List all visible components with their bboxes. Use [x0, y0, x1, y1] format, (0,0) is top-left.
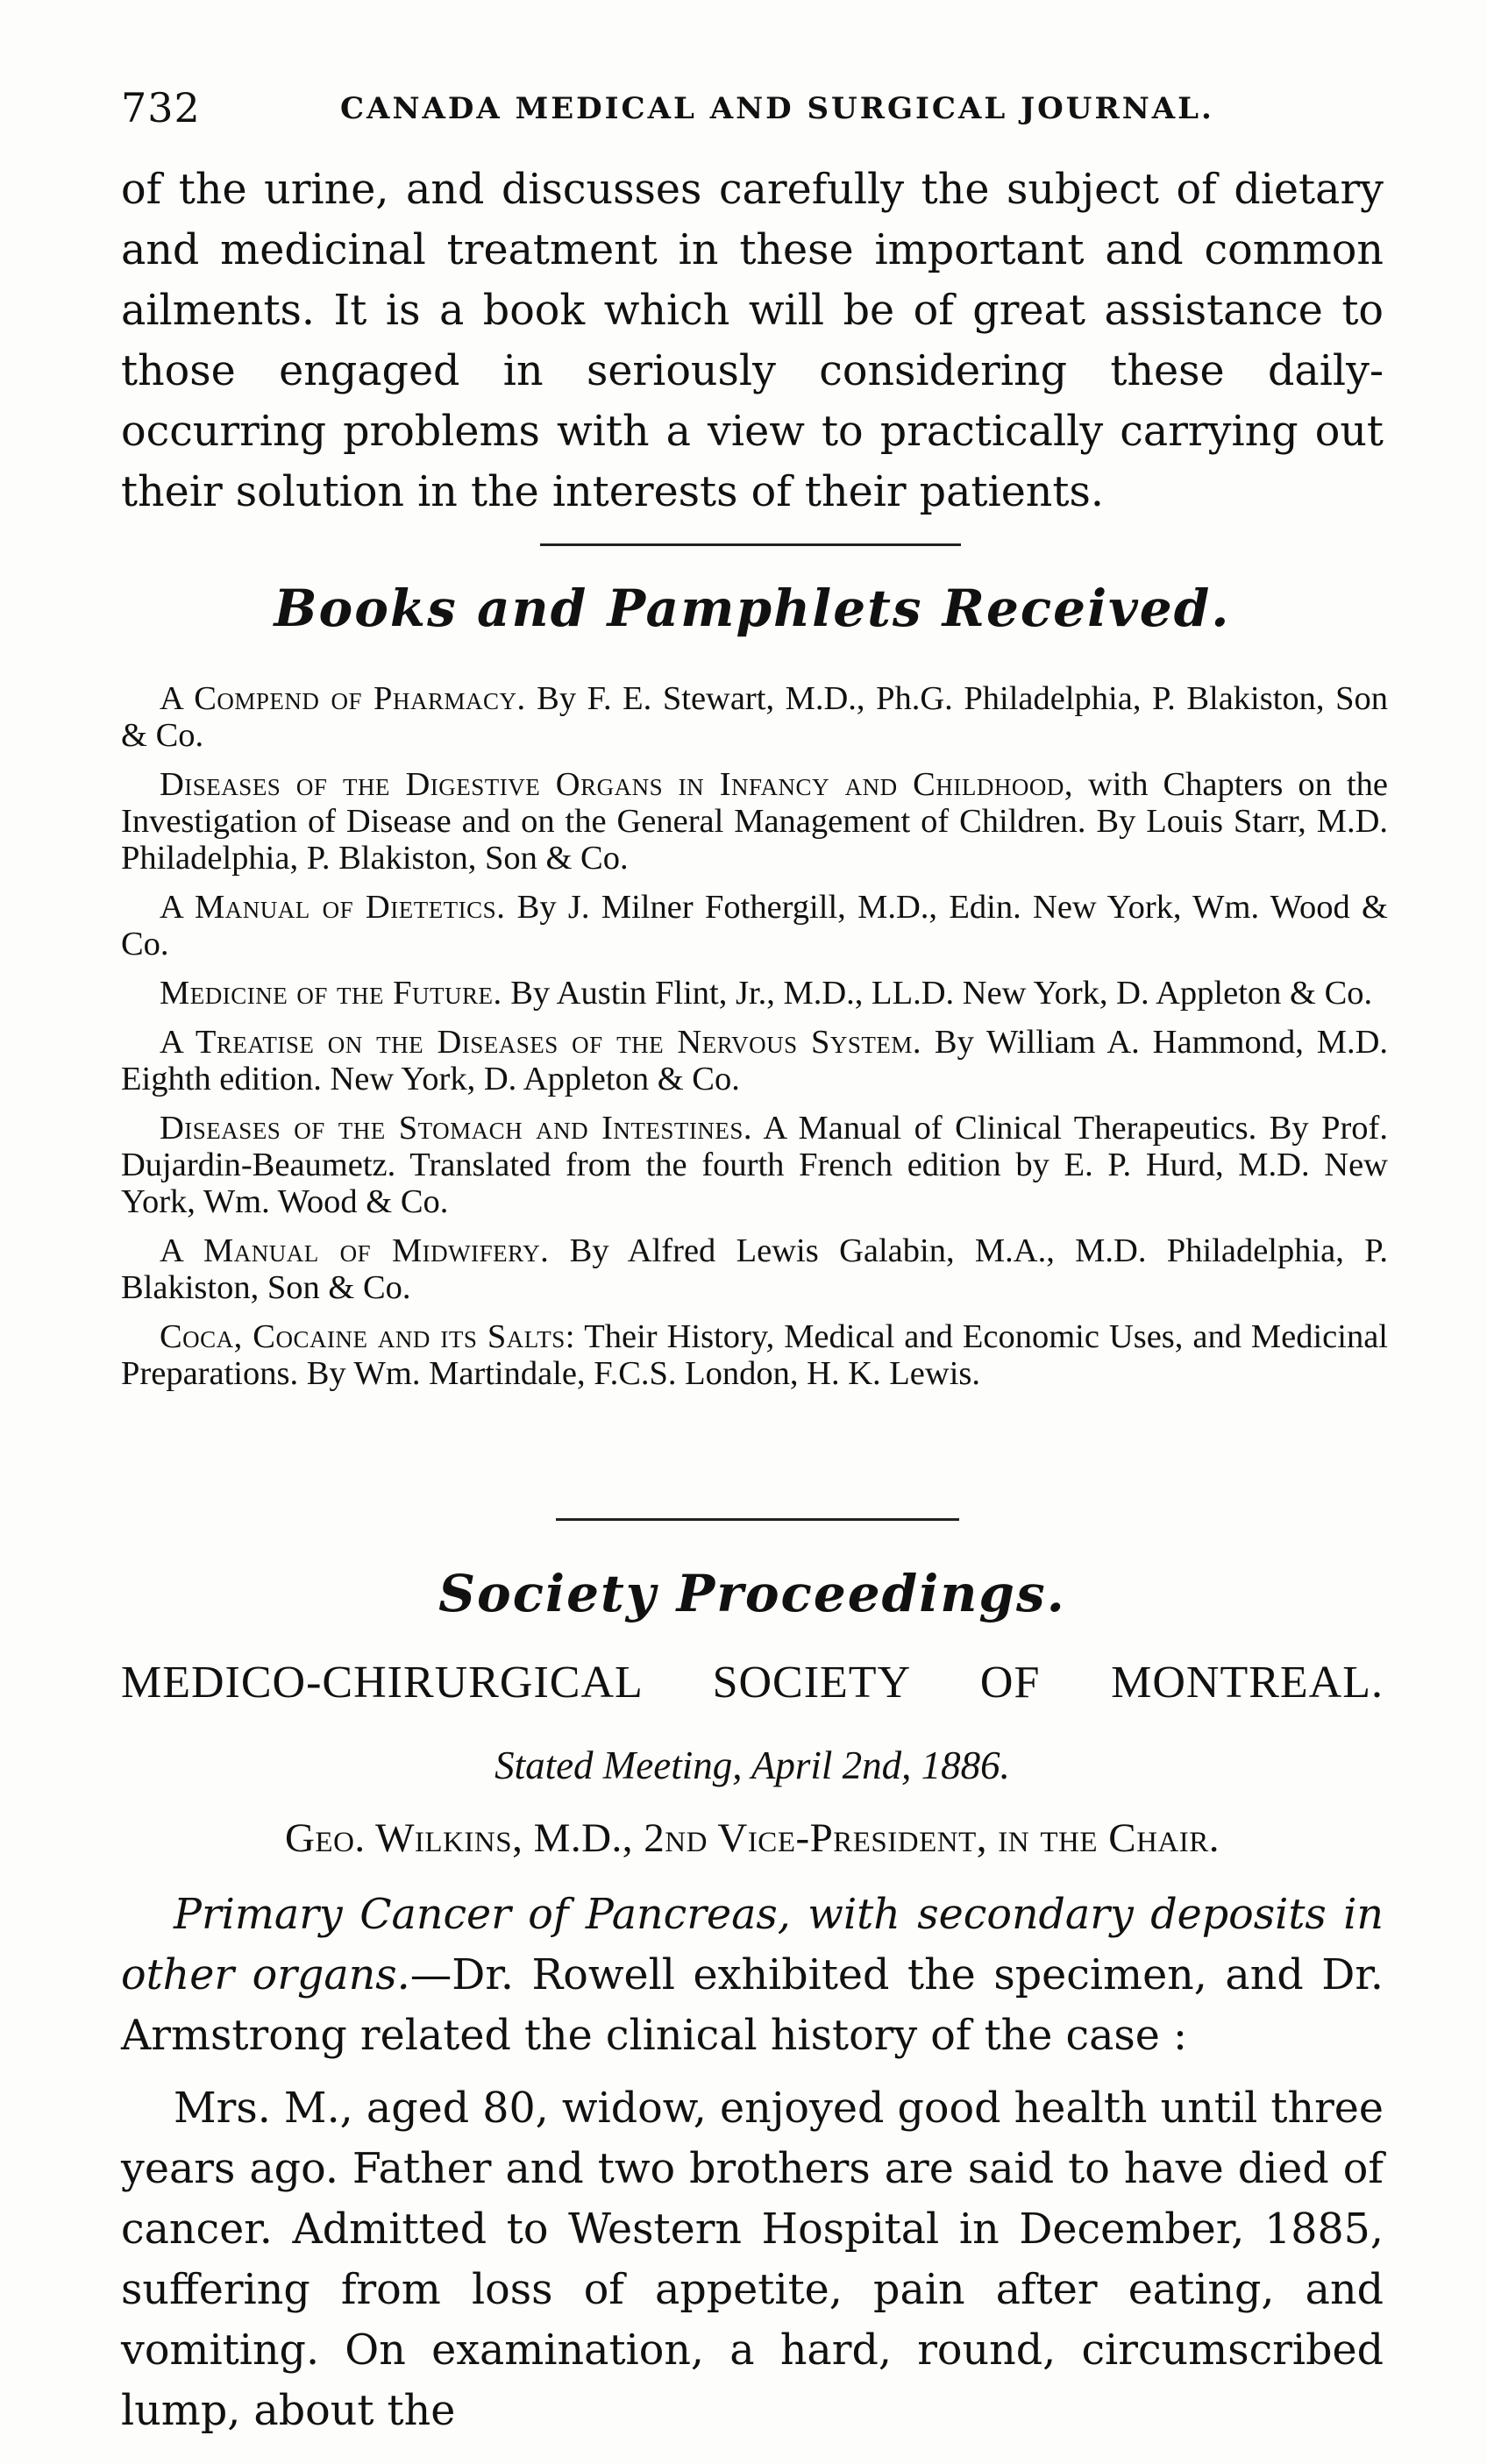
society-section-title: Society Proceedings. — [438, 1564, 1066, 1623]
book-details: By F. E. Stewart, M.D., Ph.G. Philadelphia, P. Blakiston, Son & Co. — [121, 680, 1388, 754]
book-title: Coca, Cocaine and its Salts: — [160, 1318, 575, 1355]
case-title: Primary Cancer of Pancreas, with secondary deposits in other organs. — [121, 1891, 1384, 1999]
section-divider — [540, 543, 961, 546]
book-entry — [121, 975, 1388, 1012]
book-title: A Manual of Dietetics. — [160, 889, 506, 926]
book-details: Their History, Medical and Economic Uses, and Medicinal Preparations. By Wm. Martindale, F.C.S. London, H. K. Lewis. — [121, 1318, 1388, 1392]
book-details: A Manual of Clinical Therapeutics. By Prof. Dujardin-Beaumetz. Translated from the fourth French edition by E. P. Hurd, M.D. New York, Wm. Wood & Co. — [121, 1110, 1388, 1220]
book-title: A Treatise on the Diseases of the Nervous System. — [160, 1024, 922, 1061]
meeting-chair: Geo. Wilkins, M.D., 2nd Vice-President, in the Chair. — [284, 1815, 1220, 1861]
continued-review-paragraph — [121, 160, 1384, 522]
book-details: By Austin Flint, Jr., M.D., LL.D. New York, D. Appleton & Co. — [502, 975, 1373, 1012]
books-section-title: Books and Pamphlets Received. — [274, 579, 1231, 638]
book-entry — [121, 1232, 1388, 1306]
case-body: Mrs. M., aged 80, widow, enjoyed good health until three years ago. Father and two brothers are said to have died of cancer. Admitted to Western Hospital in December, 1885, suffering from loss of appetite, pain after eating, and vomiting. On examination, a hard, round, circumscribed lump, about the — [121, 2084, 1384, 2435]
page-header — [121, 84, 1392, 137]
book-entry — [121, 766, 1388, 877]
book-title: Diseases of the Stomach and Intestines. — [160, 1110, 753, 1147]
book-details: By William A. Hammond, M.D. Eighth edition. New York, D. Appleton & Co. — [121, 1024, 1388, 1097]
section-divider — [556, 1518, 959, 1521]
book-entry — [121, 889, 1388, 962]
book-details: with Chapters on the Investigation of Disease and on the General Management of Children. By Louis Starr, M.D. Philadelphia, P. Blakiston, Son & Co. — [121, 766, 1388, 877]
book-entry — [121, 1024, 1388, 1097]
society-name: MEDICO-CHIRURGICAL SOCIETY OF MONTREAL. — [121, 1658, 1384, 1708]
page-number: 732 — [121, 84, 201, 131]
running-head: CANADA MEDICAL AND SURGICAL JOURNAL. — [340, 91, 1214, 126]
book-entry — [121, 1110, 1388, 1220]
case-heading-paragraph — [121, 1885, 1384, 2066]
book-title: A Manual of Midwifery. — [160, 1232, 550, 1269]
book-entry — [121, 680, 1388, 754]
meeting-date: Stated Meeting, April 2nd, 1886. — [494, 1743, 1010, 1787]
book-details: By J. Milner Fothergill, M.D., Edin. New York, Wm. Wood & Co. — [121, 889, 1388, 962]
case-intro: —Dr. Rowell exhibited the specimen, and Dr. Armstrong related the clinical history of the case : — [121, 1951, 1384, 2060]
book-title: Diseases of the Digestive Organs in Infancy and Childhood, — [160, 766, 1073, 803]
book-entry — [121, 1318, 1388, 1392]
review-text: of the urine, and discusses carefully the subject of dietary and medicinal treatment in these important and common ailments. It is a book which will be of great assistance to those engaged in seriously considering these daily-occurring problems with a view to practically carrying out their solution in the interests of their patients. — [121, 166, 1384, 516]
case-report — [121, 1885, 1384, 2441]
book-details: By Alfred Lewis Galabin, M.A., M.D. Philadelphia, P. Blakiston, Son & Co. — [121, 1232, 1388, 1306]
book-title: Medicine of the Future. — [160, 975, 502, 1012]
books-list — [121, 680, 1388, 1404]
book-title: A Compend of Pharmacy. — [160, 680, 526, 717]
